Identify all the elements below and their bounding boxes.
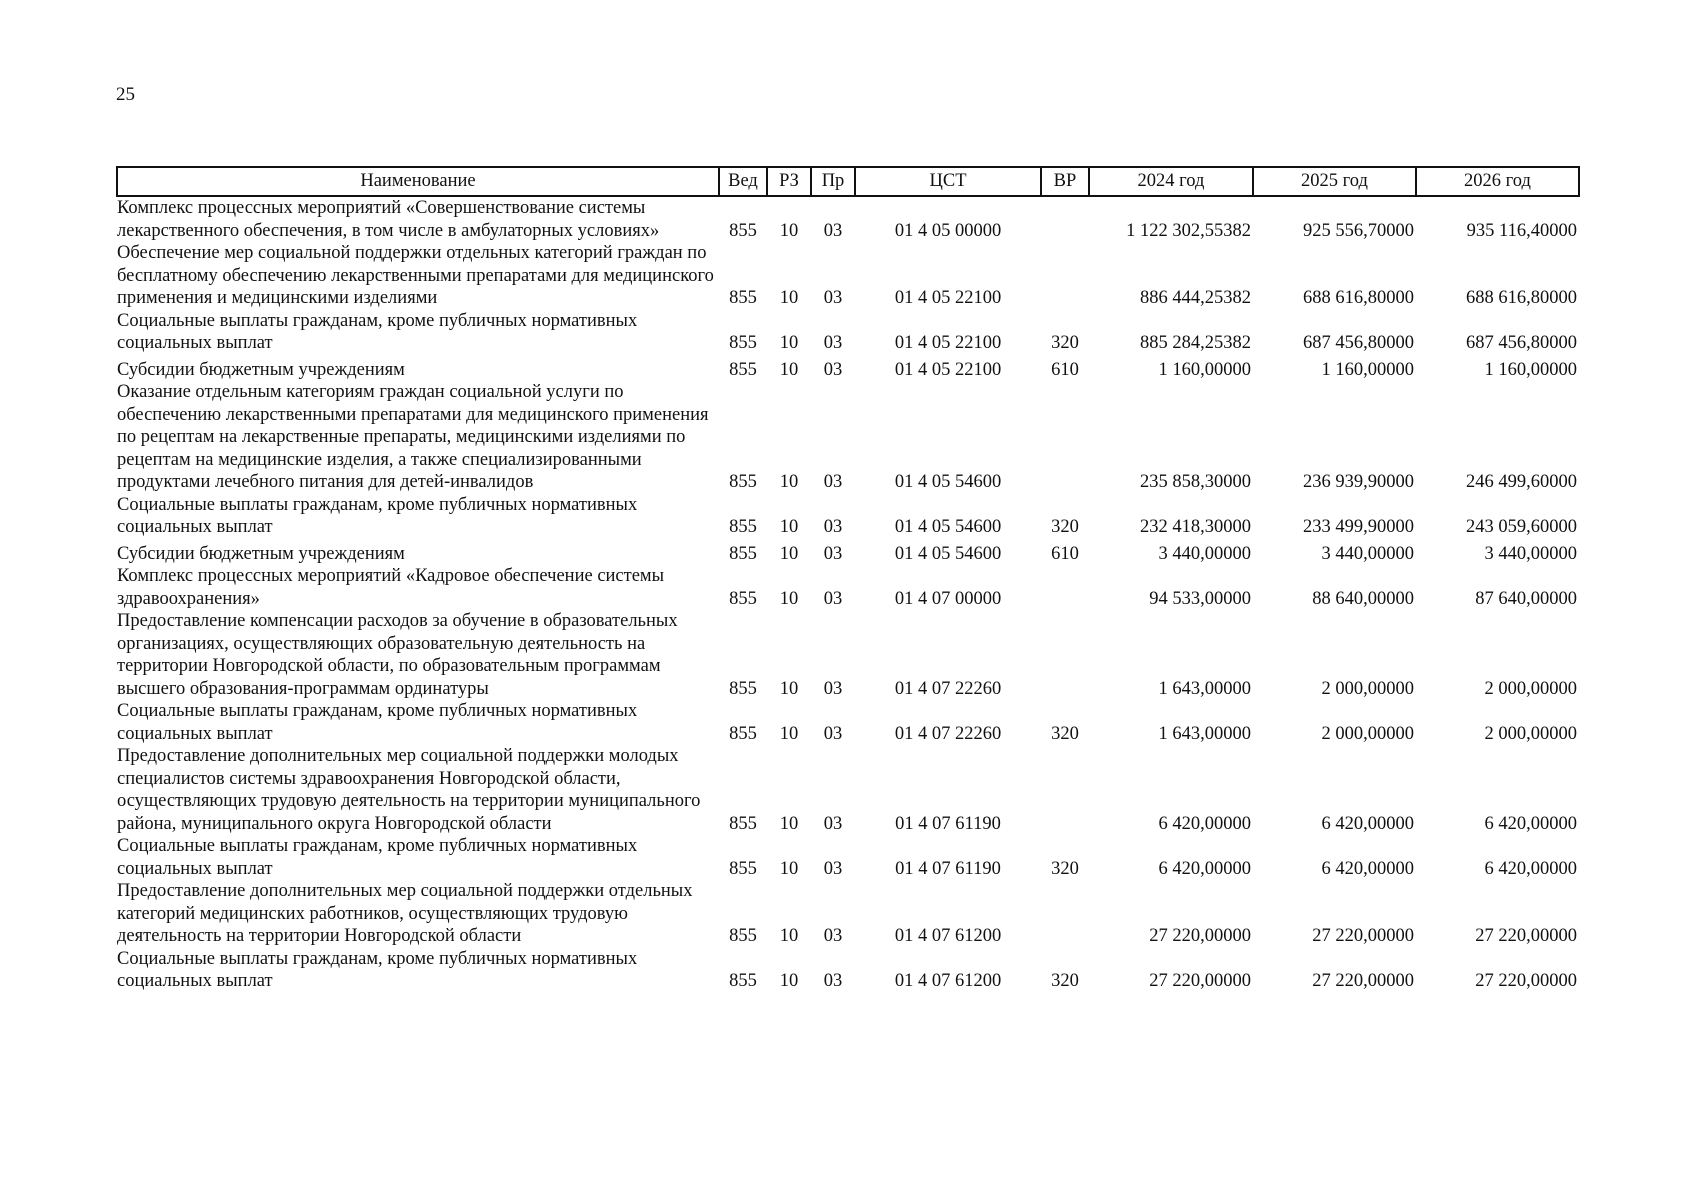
row-rz: 10 bbox=[779, 926, 799, 946]
row-2026: 2 000,00000 bbox=[1484, 723, 1577, 744]
row-pr: 03 bbox=[823, 813, 843, 834]
table-body bbox=[117, 196, 1579, 993]
table-row bbox=[117, 539, 1579, 566]
row-pr: 03 bbox=[823, 517, 843, 537]
row-pr: 03 bbox=[823, 359, 843, 380]
table-header bbox=[117, 167, 1579, 196]
row-vr: 320 bbox=[1051, 858, 1079, 879]
table-row bbox=[117, 494, 1579, 539]
row-name: Комплекс процессных мероприятий «Кадровое обеспечение системы здравоохранения» bbox=[117, 566, 665, 609]
row-name: Обеспечение мер социальной поддержки отдельных категорий граждан по бесплатному обеспечению лекарственными препаратами для медицинского применения и медицинскими изделиями bbox=[117, 243, 714, 308]
row-2026: 6 420,00000 bbox=[1484, 813, 1577, 834]
row-cst: 01 4 05 22100 bbox=[894, 333, 1002, 353]
row-ved: 855 bbox=[729, 971, 757, 991]
row-pr: 03 bbox=[823, 588, 843, 609]
row-vr bbox=[1041, 610, 1089, 700]
row-name: Социальные выплаты гражданам, кроме публичных нормативных социальных выплат bbox=[117, 494, 638, 537]
row-name: Комплекс процессных мероприятий «Совершенствование системы лекарственного обеспечения, в том числе в амбулаторных условиях» bbox=[117, 198, 660, 241]
row-rz: 10 bbox=[779, 333, 799, 353]
row-2025: 925 556,70000 bbox=[1303, 220, 1414, 241]
row-vr: 610 bbox=[1051, 543, 1079, 564]
table-row bbox=[117, 355, 1579, 382]
row-2025: 6 420,00000 bbox=[1321, 858, 1414, 879]
row-rz: 10 bbox=[779, 543, 799, 564]
row-rz: 10 bbox=[779, 359, 799, 380]
header-2025: 2025 год bbox=[1253, 167, 1416, 196]
header-2024: 2024 год bbox=[1089, 167, 1253, 196]
row-2025: 2 000,00000 bbox=[1321, 723, 1414, 744]
row-name: Предоставление дополнительных мер социальной поддержки молодых специалистов системы здравоохранения Новгородской области, осуществляющих трудовую деятельность на территории муниципального района, муниципального округа Новгородской области bbox=[117, 746, 701, 834]
row-rz: 10 bbox=[779, 472, 799, 492]
row-2026: 687 456,80000 bbox=[1466, 333, 1577, 353]
row-pr: 03 bbox=[823, 971, 843, 991]
row-2025: 88 640,00000 bbox=[1312, 588, 1414, 609]
row-2025: 27 220,00000 bbox=[1312, 926, 1414, 946]
row-ved: 855 bbox=[729, 678, 757, 699]
row-2024: 1 160,00000 bbox=[1158, 359, 1251, 380]
table-row bbox=[117, 565, 1579, 610]
row-2026: 87 640,00000 bbox=[1475, 588, 1577, 609]
row-ved: 855 bbox=[729, 723, 757, 744]
row-vr bbox=[1041, 196, 1089, 242]
row-2026: 935 116,40000 bbox=[1466, 220, 1577, 241]
row-2026: 27 220,00000 bbox=[1475, 971, 1577, 991]
row-2026: 246 499,60000 bbox=[1466, 472, 1577, 492]
row-2024: 6 420,00000 bbox=[1158, 858, 1251, 879]
row-2024: 27 220,00000 bbox=[1149, 971, 1251, 991]
header-row bbox=[117, 167, 1579, 196]
row-rz: 10 bbox=[779, 588, 799, 609]
row-cst: 01 4 07 00000 bbox=[894, 588, 1002, 609]
row-name: Предоставление компенсации расходов за обучение в образовательных организациях, осуществляющих образовательную деятельность на территории Новгородской области, по образовательным программам высшего образования-программам ординатуры bbox=[117, 611, 678, 699]
row-2024: 1 122 302,55382 bbox=[1126, 220, 1251, 241]
row-2025: 2 000,00000 bbox=[1321, 678, 1414, 699]
row-pr: 03 bbox=[823, 288, 843, 308]
header-pr: Пр bbox=[811, 167, 855, 196]
table-row bbox=[117, 948, 1579, 993]
row-rz: 10 bbox=[779, 813, 799, 834]
row-cst: 01 4 07 61200 bbox=[894, 971, 1002, 991]
row-cst: 01 4 05 22100 bbox=[894, 359, 1002, 380]
row-2024: 3 440,00000 bbox=[1158, 543, 1251, 564]
row-pr: 03 bbox=[823, 472, 843, 492]
row-rz: 10 bbox=[779, 220, 799, 241]
row-2025: 27 220,00000 bbox=[1312, 971, 1414, 991]
row-vr bbox=[1041, 381, 1089, 494]
row-vr bbox=[1041, 242, 1089, 310]
row-2026: 688 616,80000 bbox=[1466, 288, 1577, 308]
row-vr bbox=[1041, 565, 1089, 610]
row-pr: 03 bbox=[823, 543, 843, 564]
header-name: Наименование bbox=[117, 167, 719, 196]
row-cst: 01 4 07 61190 bbox=[895, 858, 1001, 879]
row-cst: 01 4 07 61190 bbox=[895, 813, 1001, 834]
row-ved: 855 bbox=[729, 333, 757, 353]
row-vr bbox=[1041, 880, 1089, 948]
table-row bbox=[117, 242, 1579, 310]
table-row bbox=[117, 745, 1579, 835]
header-rz: РЗ bbox=[767, 167, 811, 196]
row-2024: 232 418,30000 bbox=[1140, 517, 1251, 537]
row-2026: 243 059,60000 bbox=[1466, 517, 1577, 537]
row-rz: 10 bbox=[779, 971, 799, 991]
row-name: Субсидии бюджетным учреждениям bbox=[117, 359, 405, 380]
row-2026: 3 440,00000 bbox=[1484, 543, 1577, 564]
row-pr: 03 bbox=[823, 723, 843, 744]
row-ved: 855 bbox=[729, 543, 757, 564]
row-vr: 320 bbox=[1051, 333, 1079, 353]
row-2026: 2 000,00000 bbox=[1484, 678, 1577, 699]
table-row bbox=[117, 835, 1579, 880]
row-rz: 10 bbox=[779, 517, 799, 537]
table-row bbox=[117, 880, 1579, 948]
row-pr: 03 bbox=[823, 678, 843, 699]
row-2025: 687 456,80000 bbox=[1303, 333, 1414, 353]
row-ved: 855 bbox=[729, 858, 757, 879]
row-2024: 1 643,00000 bbox=[1158, 678, 1251, 699]
row-pr: 03 bbox=[823, 220, 843, 241]
row-name: Субсидии бюджетным учреждениям bbox=[117, 543, 405, 564]
row-2026: 1 160,00000 bbox=[1484, 359, 1577, 380]
page-number: 25 bbox=[116, 84, 135, 105]
row-2024: 235 858,30000 bbox=[1140, 472, 1251, 492]
row-cst: 01 4 07 61200 bbox=[894, 926, 1002, 946]
row-cst: 01 4 05 54600 bbox=[894, 517, 1002, 537]
row-ved: 855 bbox=[729, 926, 757, 946]
table-row bbox=[117, 381, 1579, 494]
row-ved: 855 bbox=[729, 220, 757, 241]
row-2024: 27 220,00000 bbox=[1149, 926, 1251, 946]
row-vr: 320 bbox=[1051, 517, 1079, 537]
table-row bbox=[117, 196, 1579, 242]
row-name: Предоставление дополнительных мер социальной поддержки отдельных категорий медицинских работников, осуществляющих трудовую деятельность на территории Новгородской области bbox=[117, 881, 693, 946]
row-vr: 320 bbox=[1051, 971, 1079, 991]
table-row bbox=[117, 310, 1579, 355]
row-2025: 3 440,00000 bbox=[1321, 543, 1414, 564]
row-2024: 6 420,00000 bbox=[1158, 813, 1251, 834]
row-rz: 10 bbox=[779, 723, 799, 744]
row-rz: 10 bbox=[779, 678, 799, 699]
row-ved: 855 bbox=[729, 813, 757, 834]
row-2024: 885 284,25382 bbox=[1140, 333, 1251, 353]
row-ved: 855 bbox=[729, 472, 757, 492]
row-cst: 01 4 07 22260 bbox=[894, 678, 1002, 699]
row-cst: 01 4 07 22260 bbox=[894, 723, 1002, 744]
row-ved: 855 bbox=[729, 517, 757, 537]
row-name: Социальные выплаты гражданам, кроме публичных нормативных социальных выплат bbox=[117, 948, 638, 991]
row-2025: 688 616,80000 bbox=[1303, 288, 1414, 308]
row-ved: 855 bbox=[729, 288, 757, 308]
header-vr: ВР bbox=[1041, 167, 1089, 196]
row-name: Оказание отдельным категориям граждан социальной услуги по обеспечению лекарственными препаратами для медицинского применения по рецептам на лекарственные препараты, медицинскими изделиями по рецептам на медицинские изделия, а также специализированными продуктами лечебного питания для детей-инвалидов bbox=[117, 382, 709, 492]
row-cst: 01 4 05 00000 bbox=[894, 220, 1002, 241]
table-row bbox=[117, 700, 1579, 745]
row-rz: 10 bbox=[779, 858, 799, 879]
row-pr: 03 bbox=[823, 858, 843, 879]
budget-table bbox=[116, 166, 1580, 993]
header-2026: 2026 год bbox=[1416, 167, 1579, 196]
row-2024: 1 643,00000 bbox=[1158, 723, 1251, 744]
row-2025: 6 420,00000 bbox=[1321, 813, 1414, 834]
row-vr: 610 bbox=[1051, 359, 1079, 380]
row-cst: 01 4 05 54600 bbox=[894, 472, 1002, 492]
row-cst: 01 4 05 54600 bbox=[894, 543, 1002, 564]
row-pr: 03 bbox=[823, 333, 843, 353]
row-2026: 6 420,00000 bbox=[1484, 858, 1577, 879]
row-2024: 886 444,25382 bbox=[1140, 288, 1251, 308]
row-name: Социальные выплаты гражданам, кроме публичных нормативных социальных выплат bbox=[117, 701, 638, 744]
row-cst: 01 4 05 22100 bbox=[894, 288, 1002, 308]
row-ved: 855 bbox=[729, 359, 757, 380]
row-name: Социальные выплаты гражданам, кроме публичных нормативных социальных выплат bbox=[117, 836, 638, 879]
row-vr: 320 bbox=[1051, 723, 1079, 744]
row-rz: 10 bbox=[779, 288, 799, 308]
row-2024: 94 533,00000 bbox=[1149, 588, 1251, 609]
row-ved: 855 bbox=[729, 588, 757, 609]
row-2025: 233 499,90000 bbox=[1303, 517, 1414, 537]
row-name: Социальные выплаты гражданам, кроме публичных нормативных социальных выплат bbox=[117, 310, 638, 353]
header-ved: Вед bbox=[719, 167, 767, 196]
row-2025: 236 939,90000 bbox=[1303, 472, 1414, 492]
row-2026: 27 220,00000 bbox=[1475, 926, 1577, 946]
table-row bbox=[117, 610, 1579, 700]
header-cst: ЦСТ bbox=[855, 167, 1041, 196]
row-pr: 03 bbox=[823, 926, 843, 946]
row-2025: 1 160,00000 bbox=[1321, 359, 1414, 380]
row-vr bbox=[1041, 745, 1089, 835]
